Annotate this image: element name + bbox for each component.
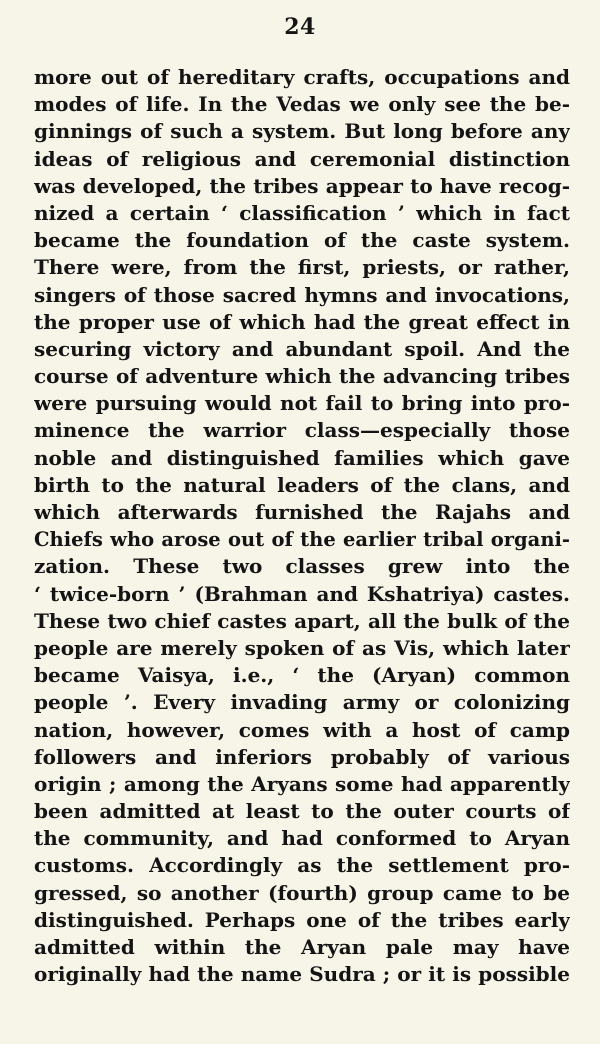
- page-number: 24: [284, 14, 316, 40]
- text-line: originally had the name Sudra ; or it is possible: [34, 962, 570, 987]
- text-line: been admitted at least to the outer courts of: [34, 799, 570, 824]
- text-line: securing victory and abundant spoil. And the: [34, 336, 570, 361]
- text-line: ideas of religious and ceremonial distinction: [34, 146, 570, 171]
- text-line: followers and inferiors probably of various: [34, 744, 570, 769]
- text-line: ‘ twice-born ’ (Brahman and Kshatriya) castes.: [34, 581, 570, 606]
- text-line: customs. Accordingly as the settlement pro-: [34, 853, 570, 878]
- text-line: which afterwards furnished the Rajahs and: [34, 500, 570, 524]
- body-text: [34, 64, 570, 988]
- text-line: admitted within the Aryan pale may have: [34, 935, 570, 959]
- text-line: There were, from the first, priests, or rather,: [34, 255, 570, 280]
- text-line: people ’. Every invading army or colonizing: [34, 690, 570, 715]
- text-line: more out of hereditary crafts, occupations and: [34, 65, 570, 89]
- text-line: origin ; among the Aryans some had apparently: [34, 771, 570, 796]
- text-line: nized a certain ‘ classification ’ which in fact: [34, 200, 570, 225]
- text-line: became Vaisya, i.e., ‘ the (Aryan) common: [34, 663, 570, 688]
- text-line: were pursuing would not fail to bring into pro-: [34, 391, 570, 416]
- text-line: people are merely spoken of as Vis, which later: [34, 635, 570, 660]
- text-line: the proper use of which had the great effect in: [34, 309, 570, 334]
- text-line: ginnings of such a system. But long before any: [34, 119, 570, 144]
- text-line: was developed, the tribes appear to have recog-: [34, 173, 570, 198]
- text-line: These two chief castes apart, all the bulk of the: [34, 608, 570, 633]
- text-line: Chiefs who arose out of the earlier tribal organi-: [34, 528, 570, 552]
- text-line: birth to the natural leaders of the clans, and: [34, 472, 570, 497]
- text-line: the community, and had conformed to Aryan: [34, 826, 570, 851]
- text-line: zation. These two classes grew into the: [34, 554, 570, 579]
- text-line: noble and distinguished families which gave: [34, 445, 570, 470]
- text-line: minence the warrior class—especially those: [34, 418, 570, 443]
- text-line: became the foundation of the caste system.: [34, 228, 570, 253]
- text-line: nation, however, comes with a host of camp: [34, 717, 570, 742]
- text-line: distinguished. Perhaps one of the tribes early: [34, 907, 570, 932]
- text-line: modes of life. In the Vedas we only see the be-: [34, 92, 570, 117]
- text-line: course of adventure which the advancing tribes: [34, 364, 570, 389]
- text-line: gressed, so another (fourth) group came to be: [34, 880, 570, 905]
- text-line: singers of those sacred hymns and invocations,: [34, 282, 570, 307]
